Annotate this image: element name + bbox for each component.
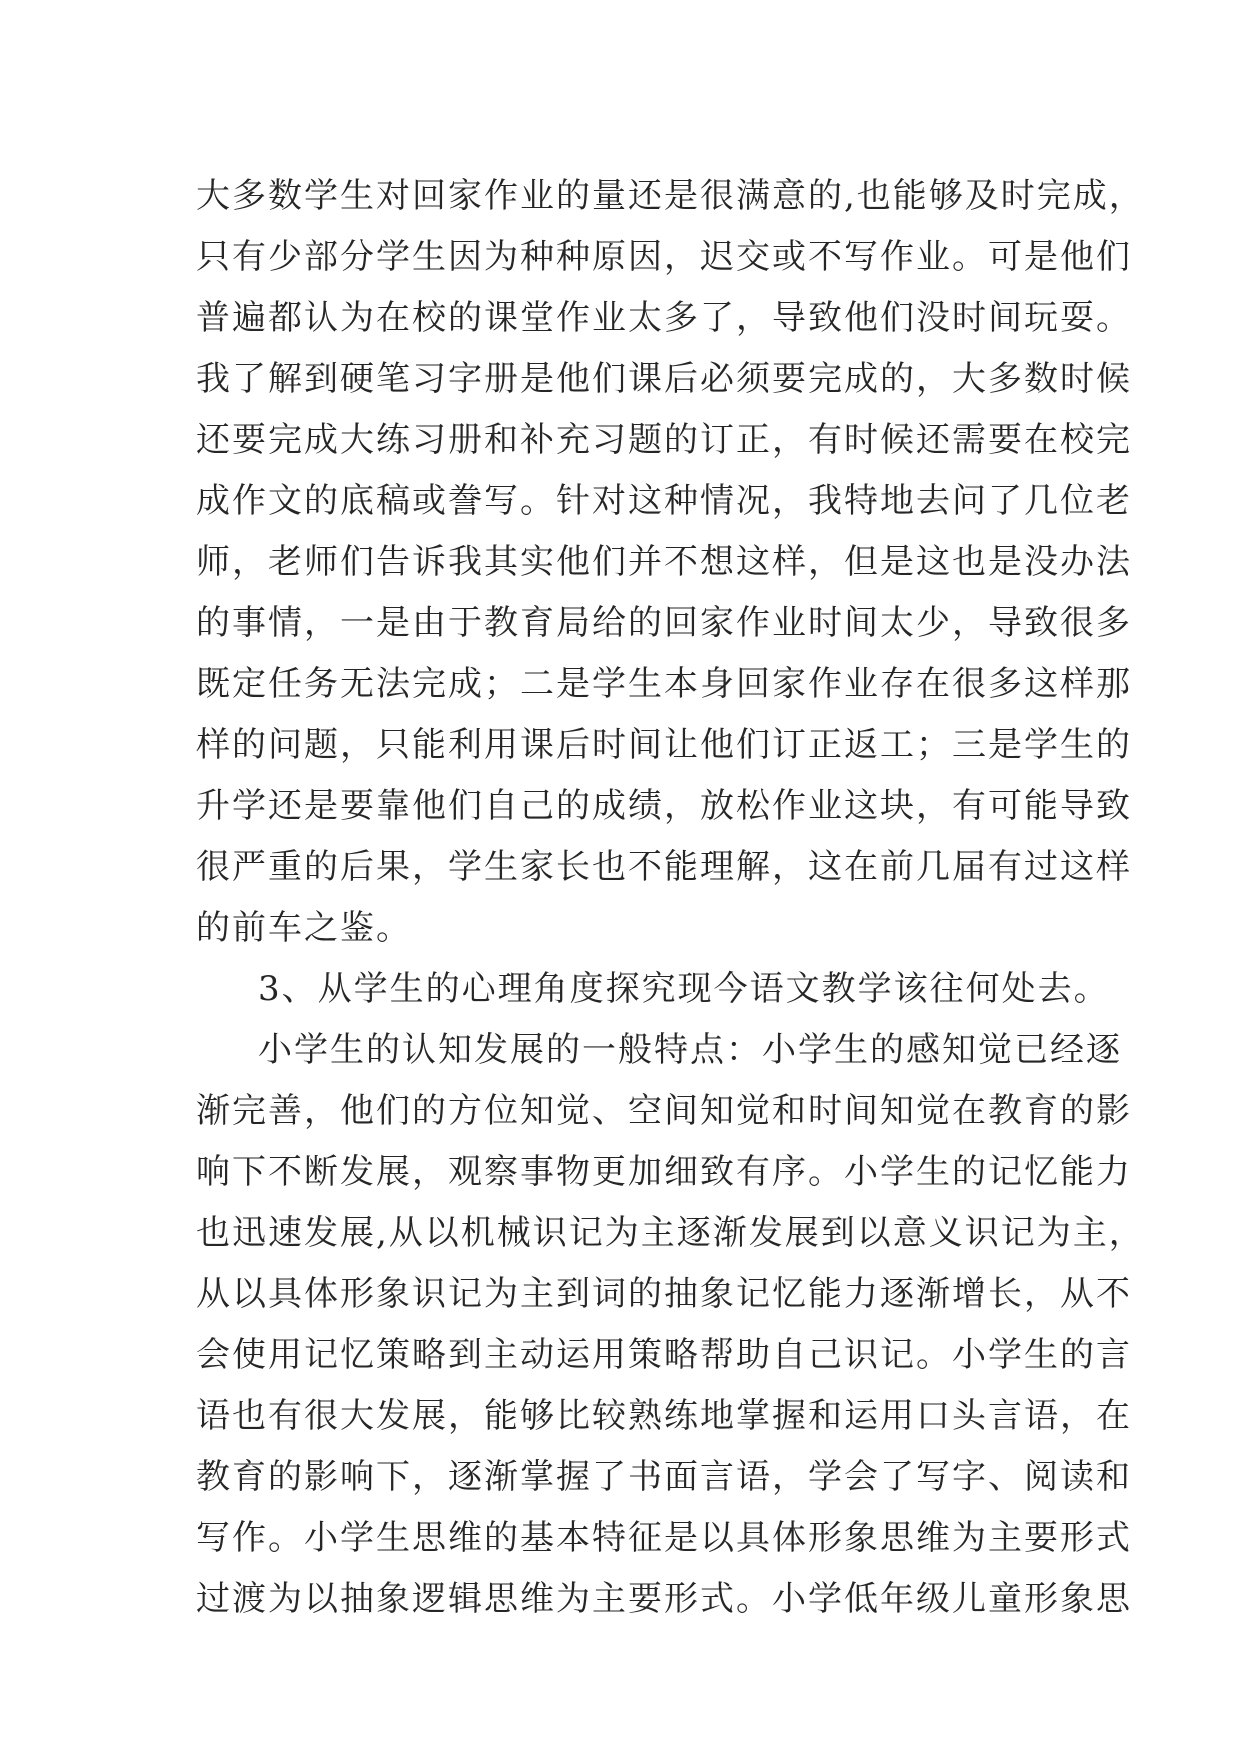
- text-line: 语也有很大发展，能够比较熟练地掌握和运用口头言语，在: [196, 1396, 1132, 1436]
- text-line: 我了解到硬笔习字册是他们课后必须要完成的，大多数时候: [196, 359, 1132, 399]
- text-line: 师，老师们告诉我其实他们并不想这样，但是这也是没办法: [196, 542, 1132, 582]
- text-line: 写作。小学生思维的基本特征是以具体形象思维为主要形式: [196, 1518, 1132, 1558]
- text-line: 的事情，一是由于教育局给的回家作业时间太少，导致很多: [196, 603, 1132, 643]
- document-body: [196, 166, 1145, 1630]
- text-line: 只有少部分学生因为种种原因，迟交或不写作业。可是他们: [196, 237, 1132, 277]
- text-line: 的前车之鉴。: [196, 908, 412, 948]
- text-line: 过渡为以抽象逻辑思维为主要形式。小学低年级儿童形象思: [196, 1579, 1132, 1619]
- text-line: 样的问题，只能利用课后时间让他们订正返工；三是学生的: [196, 725, 1132, 765]
- text-line: 会使用记忆策略到主动运用策略帮助自己识记。小学生的言: [196, 1335, 1132, 1375]
- text-line: 很严重的后果，学生家长也不能理解，这在前几届有过这样: [196, 847, 1132, 887]
- text-line: 还要完成大练习册和补充习题的订正，有时候还需要在校完: [196, 420, 1132, 460]
- text-line: 从以具体形象识记为主到词的抽象记忆能力逐渐增长，从不: [196, 1274, 1132, 1314]
- paragraph-first-line: 小学生的认知发展的一般特点：小学生的感知觉已经逐: [258, 1030, 1122, 1070]
- text-line: 升学还是要靠他们自己的成绩，放松作业这块，有可能导致: [196, 786, 1132, 826]
- text-line: 渐完善，他们的方位知觉、空间知觉和时间知觉在教育的影: [196, 1091, 1132, 1131]
- text-line: 大多数学生对回家作业的量还是很满意的,也能够及时完成，: [196, 176, 1145, 216]
- section-heading: 3、从学生的心理角度探究现今语文教学该往何处去。: [258, 969, 1110, 1009]
- text-line: 普遍都认为在校的课堂作业太多了，导致他们没时间玩耍。: [196, 298, 1132, 338]
- text-line: 教育的影响下，逐渐掌握了书面言语，学会了写字、阅读和: [196, 1457, 1132, 1497]
- text-line: 既定任务无法完成；二是学生本身回家作业存在很多这样那: [196, 664, 1132, 704]
- text-line: 也迅速发展,从以机械识记为主逐渐发展到以意义识记为主，: [196, 1213, 1145, 1253]
- text-line: 成作文的底稿或誊写。针对这种情况，我特地去问了几位老: [196, 481, 1132, 521]
- text-line: 响下不断发展，观察事物更加细致有序。小学生的记忆能力: [196, 1152, 1132, 1192]
